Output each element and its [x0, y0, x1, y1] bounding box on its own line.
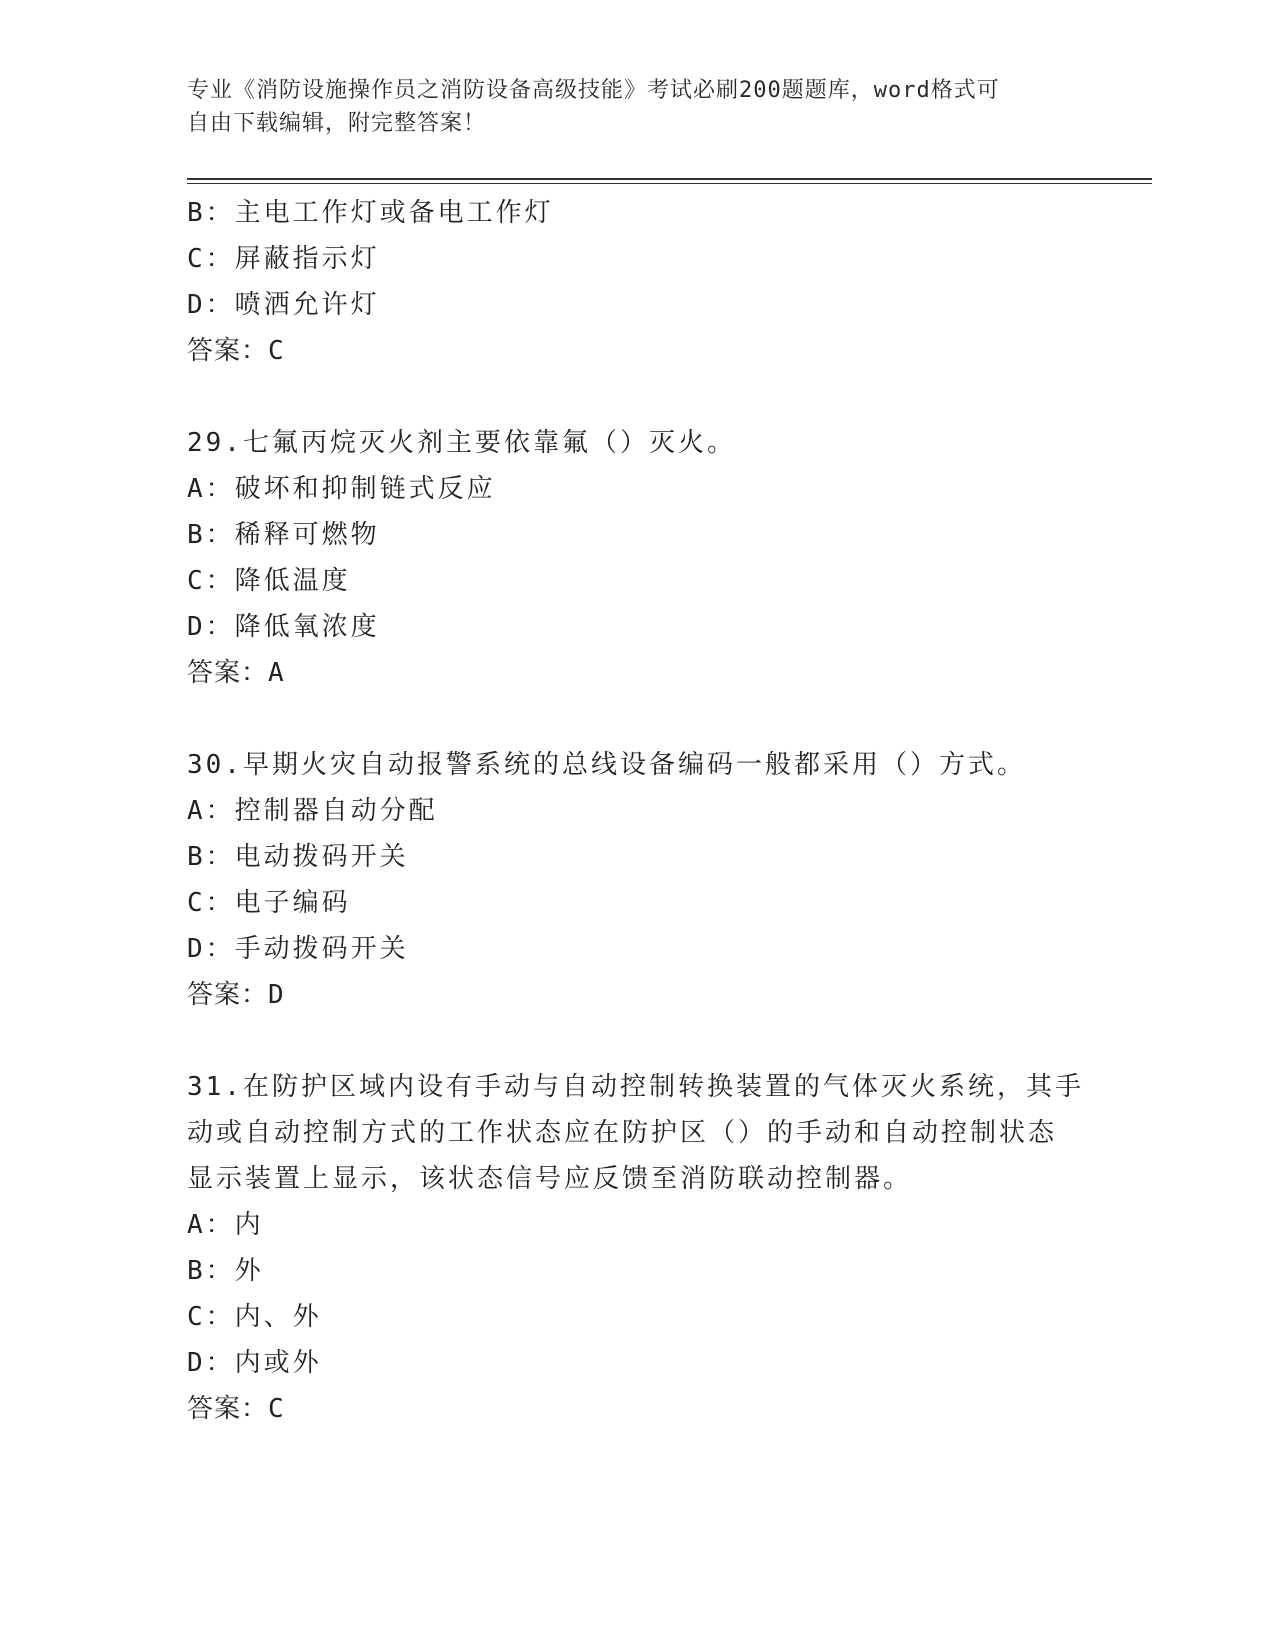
option-text: 降低氧浓度	[234, 612, 380, 642]
option-d	[187, 282, 1087, 328]
question-content	[187, 190, 1087, 1432]
option-label: D：	[187, 934, 235, 964]
question-31	[187, 1064, 1087, 1432]
question-stem-line-1: 31.在防护区域内设有手动与自动控制转换装置的气体灭火系统，其手	[187, 1072, 1084, 1102]
option-text: 内或外	[234, 1348, 322, 1378]
header-line-1: 专业《消防设施操作员之消防设备高级技能》考试必刷200题题库，word格式可	[187, 78, 1000, 103]
question-stem-line-2: 动或自动控制方式的工作状态应在防护区（）的手动和自动控制状态	[187, 1118, 1058, 1148]
question-28-continued	[187, 190, 1087, 374]
option-b	[187, 512, 1087, 558]
option-c	[187, 880, 1087, 926]
answer-line: 答案：C	[187, 1394, 285, 1424]
answer-line: 答案：D	[187, 980, 285, 1010]
option-b	[187, 1248, 1087, 1294]
option-text: 控制器自动分配	[234, 796, 438, 826]
option-text: 电子编码	[234, 888, 351, 918]
option-text: 内、外	[234, 1302, 322, 1332]
option-label: D：	[187, 1348, 235, 1378]
option-label: B：	[187, 1256, 235, 1286]
option-label: C：	[187, 888, 235, 918]
header-divider-thin	[187, 183, 1152, 184]
page-header	[187, 74, 1067, 140]
option-label: C：	[187, 244, 235, 274]
option-a	[187, 788, 1087, 834]
option-label: C：	[187, 566, 235, 596]
option-a	[187, 1202, 1087, 1248]
option-label: C：	[187, 1302, 235, 1332]
option-text: 主电工作灯或备电工作灯	[234, 198, 554, 228]
option-d	[187, 604, 1087, 650]
option-c	[187, 558, 1087, 604]
answer-line: 答案：A	[187, 658, 285, 688]
option-label: A：	[187, 1210, 235, 1240]
option-label: B：	[187, 198, 235, 228]
option-label: B：	[187, 520, 235, 550]
answer-line: 答案：C	[187, 336, 285, 366]
option-c	[187, 1294, 1087, 1340]
option-label: B：	[187, 842, 235, 872]
question-29	[187, 420, 1087, 696]
option-b	[187, 834, 1087, 880]
option-text: 稀释可燃物	[234, 520, 380, 550]
option-text: 降低温度	[234, 566, 351, 596]
option-c	[187, 236, 1087, 282]
option-a	[187, 466, 1087, 512]
option-text: 手动拨码开关	[234, 934, 409, 964]
option-text: 内	[234, 1210, 264, 1240]
header-divider-thick	[187, 178, 1152, 180]
option-text: 外	[234, 1256, 264, 1286]
option-d	[187, 926, 1087, 972]
question-stem: 30.早期火灾自动报警系统的总线设备编码一般都采用（）方式。	[187, 750, 1026, 780]
option-text: 破坏和抑制链式反应	[234, 474, 496, 504]
option-label: D：	[187, 612, 235, 642]
option-text: 喷洒允许灯	[234, 290, 380, 320]
question-stem: 29.七氟丙烷灭火剂主要依靠氟（）灭火。	[187, 428, 736, 458]
option-b	[187, 190, 1087, 236]
option-d	[187, 1340, 1087, 1386]
header-line-2: 自由下载编辑，附完整答案！	[187, 111, 487, 136]
option-label: A：	[187, 796, 235, 826]
question-30	[187, 742, 1087, 1018]
option-text: 屏蔽指示灯	[234, 244, 380, 274]
option-text: 电动拨码开关	[234, 842, 409, 872]
option-label: A：	[187, 474, 235, 504]
option-label: D：	[187, 290, 235, 320]
question-stem-line-3: 显示装置上显示，该状态信号应反馈至消防联动控制器。	[187, 1164, 913, 1194]
